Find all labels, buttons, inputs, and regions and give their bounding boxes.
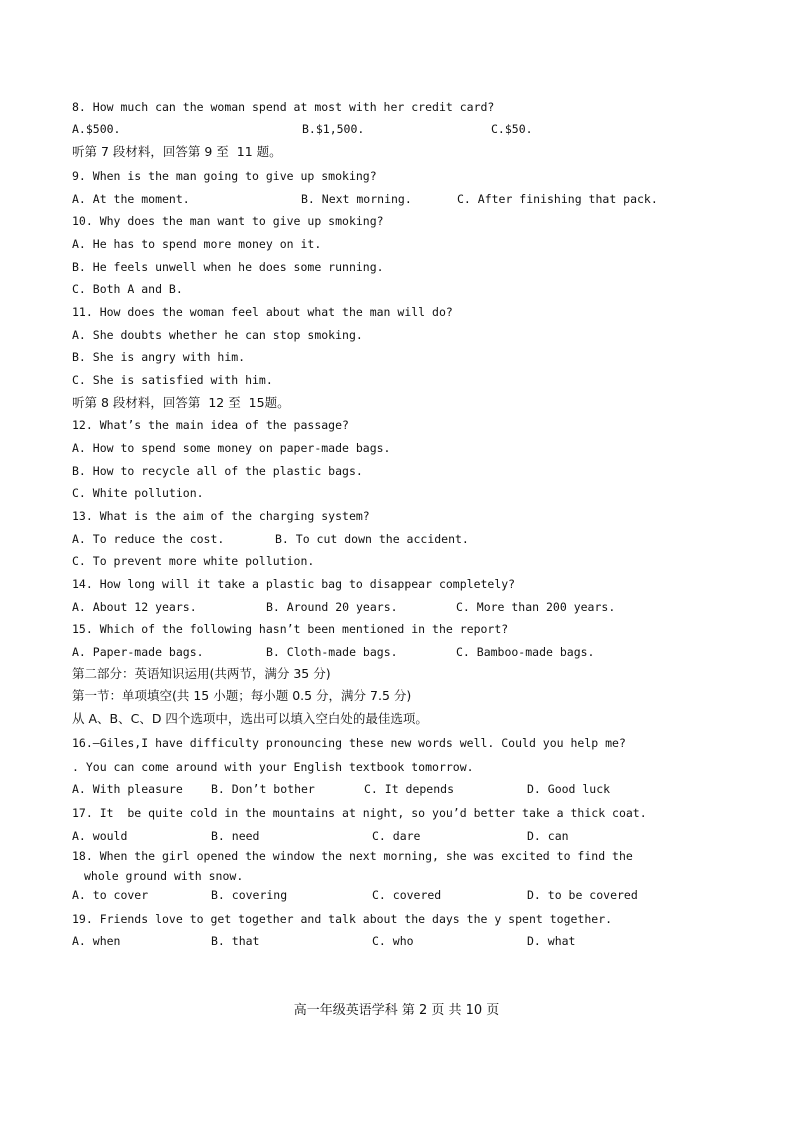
question-15-stem: 15. Which of the following hasn’t been mentioned in the report? xyxy=(72,622,509,636)
question-14-stem: 14. How long will it take a plastic bag to disappear completely? xyxy=(72,577,516,591)
question-9-option-b: B. Next morning. xyxy=(301,192,412,206)
question-18-option-c: C. covered xyxy=(372,888,442,902)
question-16-option-a: A. With pleasure xyxy=(72,782,183,796)
question-13-option-c: C. To prevent more white pollution. xyxy=(72,554,315,568)
part-2-section-1-heading: 第一节：单项填空(共 15 小题；每小题 0.5 分，满分 7.5 分) xyxy=(72,688,412,703)
question-9-option-a: A. At the moment. xyxy=(72,192,190,206)
page-footer: 高一年级英语学科 第 2 页 共 10 页 xyxy=(293,1003,500,1018)
question-11-stem: 11. How does the woman feel about what the man will do? xyxy=(72,305,453,319)
instruction-text: 从 A、B、C、D 四个选项中，选出可以填入空白处的最佳选项。 xyxy=(72,711,428,726)
question-18-option-b: B. covering xyxy=(211,888,288,902)
question-17-option-d: D. can xyxy=(527,829,569,843)
question-18-stem: 18. When the girl opened the window the next morning, she was excited to find the xyxy=(72,849,633,863)
question-16-stem-line-2: . You can come around with your English textbook tomorrow. xyxy=(72,760,474,774)
question-16-option-b: B. Don’t bother xyxy=(211,782,315,796)
question-19-option-b: B. that xyxy=(211,934,260,948)
section-7-heading: 听第 7 段材料，回答第 9 至 11 题。 xyxy=(72,144,282,159)
question-13-option-a: A. To reduce the cost. xyxy=(72,532,225,546)
question-15-option-a: A. Paper-made bags. xyxy=(72,645,204,659)
question-18-stem-line-2: whole ground with snow. xyxy=(84,869,244,883)
question-12-option-c: C. White pollution. xyxy=(72,486,204,500)
question-19-stem: 19. Friends love to get together and talk about the days the y spent together. xyxy=(72,912,613,926)
question-17-option-a: A. would xyxy=(72,829,128,843)
question-12-option-a: A. How to spend some money on paper-made bags. xyxy=(72,441,391,455)
question-16-stem: 16.—Giles,I have difficulty pronouncing these new words well. Could you help me? xyxy=(72,736,626,750)
question-17-stem: 17. It be quite cold in the mountains at night, so you’d better take a thick coat. xyxy=(72,806,647,820)
question-19-option-a: A. when xyxy=(72,934,121,948)
question-9-option-c: C. After finishing that pack. xyxy=(457,192,658,206)
question-18-option-d: D. to be covered xyxy=(527,888,638,902)
question-11-option-b: B. She is angry with him. xyxy=(72,350,246,364)
question-18-option-a: A. to cover xyxy=(72,888,149,902)
question-12-option-b: B. How to recycle all of the plastic bags. xyxy=(72,464,363,478)
question-8-option-b: B.$1,500. xyxy=(302,122,365,136)
section-8-heading: 听第 8 段材料，回答第 12 至 15题。 xyxy=(72,395,290,410)
question-16-option-d: D. Good luck xyxy=(527,782,611,796)
question-14-option-a: A. About 12 years. xyxy=(72,600,197,614)
part-2-heading: 第二部分：英语知识运用(共两节，满分 35 分) xyxy=(72,666,331,681)
question-13-stem: 13. What is the aim of the charging system? xyxy=(72,509,370,523)
question-17-option-b: B. need xyxy=(211,829,260,843)
question-17-option-c: C. dare xyxy=(372,829,421,843)
question-13-option-b: B. To cut down the accident. xyxy=(275,532,469,546)
question-9-stem: 9. When is the man going to give up smoking? xyxy=(72,169,377,183)
question-8-option-c: C.$50. xyxy=(491,122,533,136)
question-8-option-a: A.$500. xyxy=(72,122,121,136)
question-15-option-c: C. Bamboo-made bags. xyxy=(456,645,595,659)
question-19-option-c: C. who xyxy=(372,934,414,948)
question-12-stem: 12. What’s the main idea of the passage? xyxy=(72,418,349,432)
question-19-option-d: D. what xyxy=(527,934,576,948)
question-16-option-c: C. It depends xyxy=(364,782,455,796)
question-15-option-b: B. Cloth-made bags. xyxy=(266,645,398,659)
question-14-option-c: C. More than 200 years. xyxy=(456,600,616,614)
question-8-stem: 8. How much can the woman spend at most with her credit card? xyxy=(72,100,495,114)
question-10-stem: 10. Why does the man want to give up smoking? xyxy=(72,214,384,228)
question-11-option-c: C. She is satisfied with him. xyxy=(72,373,273,387)
question-10-option-b: B. He feels unwell when he does some running. xyxy=(72,260,384,274)
question-14-option-b: B. Around 20 years. xyxy=(266,600,398,614)
question-10-option-c: C. Both A and B. xyxy=(72,282,183,296)
question-10-option-a: A. He has to spend more money on it. xyxy=(72,237,322,251)
question-11-option-a: A. She doubts whether he can stop smoking. xyxy=(72,328,363,342)
